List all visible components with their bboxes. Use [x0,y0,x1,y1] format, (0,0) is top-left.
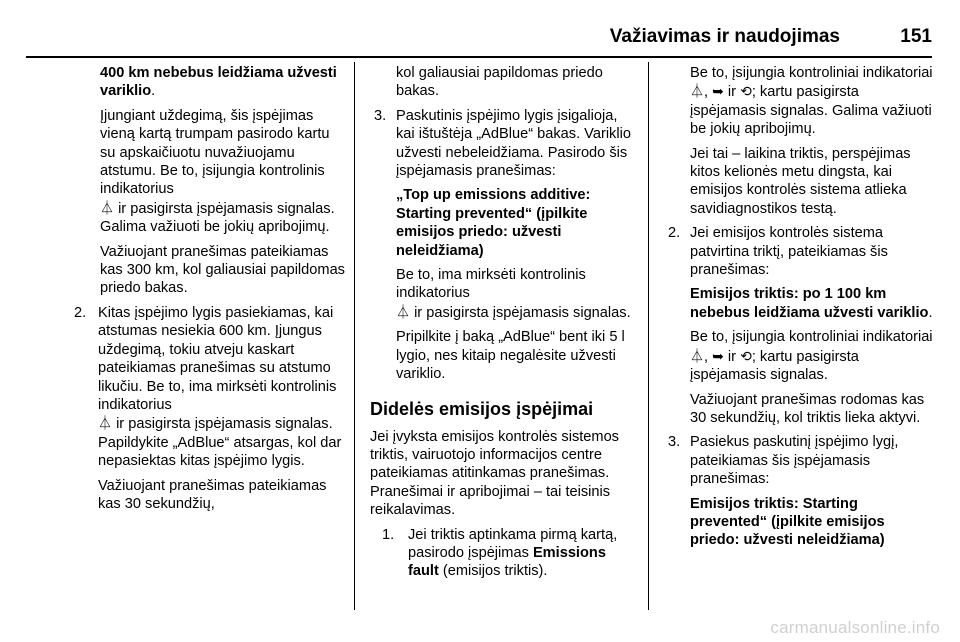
header-rule [26,56,932,58]
column-2 [370,64,640,581]
list-item-2: 2. Kitas įspėjimo lygis pasiekiamas, kai atstumas nesiekia 600 km. Įjungus uždegimą, tokiu atveju kaskart pateikiamas pranešimas su atstumo likučiu. Be to, ima mirksėti kontrolinis indikatorius ⏃ ir pasigirsta įspėjamasis signalas. Papildykite „AdBlue“ atsargas, kol dar nepasiektas kitas įspėjimo lygis. Važiuojant pranešimas pateikiamas kas 30 sekundžių, [68,304,346,513]
emission-indicator-icon: ⏃ [100,199,114,216]
paragraph: kol galiausiai papildomas priedo bakas. [396,65,603,100]
list-number: 3. [668,434,681,451]
watermark: carmanualsonline.info [770,618,940,637]
section-heading: Didelės emisijos įspėjimai [370,398,594,419]
list-number: 3. [374,107,387,124]
paragraph: Įjungiant uždegimą, šis įspėjimas vieną kartą trumpam pasirodo kartu su apskaičiuotu nuvažiuojamu atstumu. Be to, įsijungia kontrolinis indikatorius [100,107,330,198]
emission-indicator-icon: ⏃ [396,303,410,320]
wrench-indicator-icon: ➥ [712,347,724,364]
paragraph: Važiuojant pranešimas pateikiamas kas 30 sekundžių, [98,477,327,512]
emission-indicator-icon: ⏃ [690,347,704,364]
engine-indicator-icon: ⟲ [740,347,752,364]
emission-indicator-icon: ⏃ [690,83,704,100]
column-divider-1 [354,62,355,610]
paragraph: Važiuojant pranešimas rodomas kas 30 sekundžių, kol triktis lieka aktyvi. [690,391,925,426]
list-item-3: 3. Paskutinis įspėjimo lygis įsigalioja, kai ištuštėja „AdBlue“ bakas. Variklio užvesti nebeleidžiama. Pasirodo šis įspėjamasis pranešimas: „Top up emissions additive: Starting prevented“ (įpilkite emisijos priedo: užvesti neleidžiama) Be to, ima mirksėti kontrolinis indikatorius ⏃ ir pasigirsta įspėjamasis signalas. Pripilkite į baką „AdBlue“ bent iki 5 l lygio, nes kitaip negalėsite užvesti variklio. [370,107,640,384]
warning-message: „Top up emissions additive: Starting prevented“ (įpilkite emisijos priedo: užvesti neleidžiama) [396,187,591,259]
wrench-indicator-icon: ➥ [712,83,724,100]
column-divider-2 [648,62,649,610]
column-1 [68,64,346,513]
list-number: 2. [74,304,87,321]
list-item-2: 2. Jei emisijos kontrolės sistema patvirtina triktį, pateikiamas šis pranešimas: Emisijos triktis: po 1 100 km nebebus leidžiama užvesti variklio. Be to, įsijungia kontroliniai indikatoriai ⏃, ➥ ir ⟲; kartu pasigirsta įspėjamasis signalas. Važiuojant pranešimas rodomas kas 30 sekundžių, kol triktis lieka aktyvi. [664,224,936,427]
warning-message: Emissions fault [408,544,606,580]
engine-indicator-icon: ⟲ [740,83,752,100]
list-number: 2. [668,225,681,242]
paragraph: Jei įvyksta emisijos kontrolės sistemos triktis, vairuotojo informacijos centre pateikiamas atitinkamas pranešimas. Pranešimai ir apribojimai – tai teisinis reikalavimas. [370,428,619,519]
warning-message: Emisijos triktis: Starting prevented“ (įpilkite emisijos priedo: užvesti neleidžiama) [690,495,885,549]
list-item-1: 1. Jei triktis aptinkama pirmą kartą, pasirodo įspėjimas Emissions fault (emisijos triktis). [382,526,618,580]
paragraph: Jei tai – laikina triktis, perspėjimas kitos kelionės metu dingsta, kai emisijos kontrolės sistema atlieka savidiagnostikos testą. [690,145,911,217]
paragraph: Važiuojant pranešimas pateikiamas kas 300 km, kol galiausiai papildomas priedo bakas. [100,243,345,297]
list-item-1-tail: Be to, įsijungia kontroliniai indikatoriai ⏃, ➥ ir ⟲; kartu pasigirsta įspėjamasis signalas. Galima važiuoti be jokių apribojimų. Jei tai – laikina triktis, perspėjimas kitos kelionės metu dingsta, kai emisijos kontrolės sistema atlieka savidiagnostikos testą. [664,64,936,218]
list-item-1-tail: 400 km nebebus leidžiama užvesti variklio. Įjungiant uždegimą, šis įspėjimas vieną kartą trumpam pasirodo kartu su apskaičiuotu nuvažiuojamu atstumu. Be to, įsijungia kontrolinis indikatorius ⏃ ir pasigirsta įspėjamasis signalas. Galima važiuoti be jokių apribojimų. Važiuojant pranešimas pateikiamas kas 300 km, kol galiausiai papildomas priedo bakas. [100,65,345,297]
page-number: 151 [900,26,932,47]
column-3 [664,64,936,550]
list-number: 1. [382,526,395,543]
emission-indicator-icon: ⏃ [98,415,112,432]
warning-message: Emisijos triktis: po 1 100 km nebebus leidžiama užvesti variklio [690,286,929,321]
list-item-3: 3. Pasiekus paskutinį įspėjimo lygį, pateikiamas šis įspėjamasis pranešimas: Emisijos triktis: Starting prevented“ (įpilkite emisijos priedo: užvesti neleidžiama) [668,434,899,549]
warning-message: 400 km nebebus leidžiama užvesti variklio [100,65,337,100]
paragraph: Pripilkite į baką „AdBlue“ bent iki 5 l lygio, nes kitaip negalėsite užvesti variklio. [396,329,625,383]
page-header-title: Važiavimas ir naudojimas [609,26,840,47]
